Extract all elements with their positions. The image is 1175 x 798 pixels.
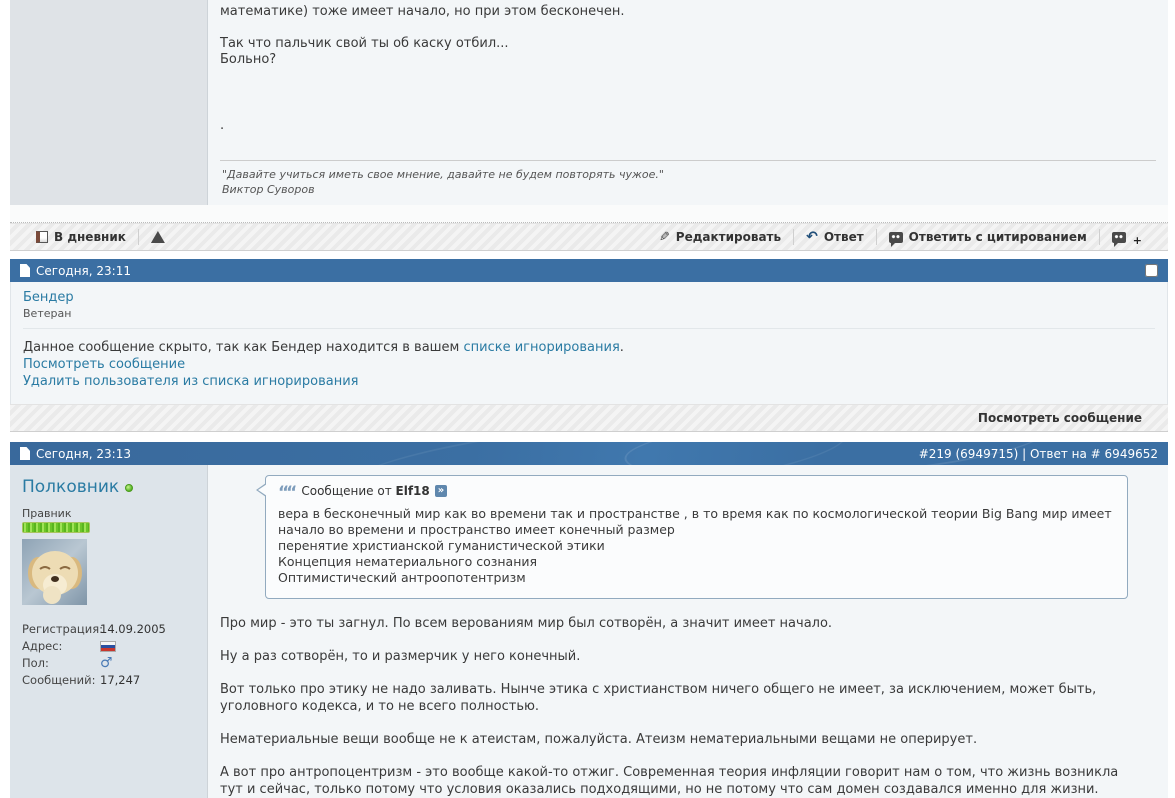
- post-body-line: Больно?: [220, 52, 277, 67]
- avatar[interactable]: [22, 539, 87, 605]
- username-link[interactable]: Бендер: [23, 290, 74, 305]
- view-quoted-post-button[interactable]: »: [435, 485, 447, 497]
- multiquote-button[interactable]: [1100, 231, 1154, 247]
- post-2-date: Сегодня, 23:11: [36, 263, 131, 278]
- quote-line: Концепция нематериального сознания: [278, 554, 538, 569]
- post-3-header: [10, 442, 1168, 465]
- message-paragraph: Ну а раз сотворён, то и размерчик у него конечный.: [220, 649, 581, 664]
- post-1-message: [208, 0, 1168, 205]
- registration-label: Регистрация:: [22, 622, 103, 636]
- address-label: Адрес:: [22, 639, 63, 653]
- multiquote-bubble-icon: [1112, 232, 1126, 243]
- registration-value: 14.09.2005: [100, 622, 166, 636]
- plus-icon: +: [1132, 233, 1142, 247]
- reply-arrow-icon: ↶: [806, 229, 818, 245]
- report-post-button[interactable]: [139, 231, 177, 243]
- hidden-message-notice: [23, 339, 1155, 356]
- quote-header-prefix: Сообщение от: [301, 484, 392, 498]
- quote-line: Оптимистический антроопотентризм: [278, 570, 526, 585]
- post-body-line: [220, 84, 1156, 100]
- quote-line: вера в бесконечный мир как во времени так и пространстве , в то время как по космологической теории Big Bang мир имеет начало во времени и пространство имеет конечный размер: [278, 506, 1112, 537]
- view-message-link[interactable]: Посмотреть сообщение: [23, 357, 186, 372]
- post-document-icon: [20, 447, 30, 460]
- post-1-bottom-strip: [10, 205, 1168, 223]
- quote-line: перенятие христианской гуманистической этики: [278, 538, 605, 553]
- message-paragraph: Нематериальные вещи вообще не к атеистам, пожалуйста. Атеизм нематериальными вещами не оперирует.: [220, 732, 978, 747]
- user-title: Ветеран: [23, 307, 72, 320]
- remove-from-ignore-link[interactable]: Удалить пользователя из списка игнорирования: [23, 374, 359, 389]
- ignore-list-link[interactable]: списке игнорирования: [463, 340, 620, 355]
- post-1-user-column: [10, 0, 208, 205]
- reputation-bar: [22, 522, 90, 533]
- quote-marks-icon: ““: [278, 483, 295, 503]
- post-2: [10, 259, 1168, 432]
- posts-count-value: 17,247: [100, 673, 141, 687]
- blog-button-label: В дневник: [54, 230, 126, 244]
- hidden-notice-period: .: [619, 340, 624, 355]
- edit-post-button[interactable]: [647, 230, 793, 245]
- post-1-signature: [220, 160, 1156, 205]
- post-body-line: [220, 20, 1156, 36]
- post-2-header: [10, 259, 1168, 282]
- post-document-icon: [20, 264, 30, 277]
- post-1: [10, 0, 1168, 251]
- signature-author: Виктор Суворов: [222, 183, 315, 196]
- quote-reply-label: Ответить с цитированием: [908, 230, 1087, 244]
- message-paragraph: А вот про антропоцентризм - это вообще какой-то отжиг. Современная теория инфляции говорит нам о том, что жизнь возникла тут и сейчас, только потому что условия оказались подходящими, но не потому что сам домен создавался именно для жизни.: [220, 765, 1119, 797]
- signature-quote: "Давайте учиться иметь свое мнение, давайте не будем повторять чужое.": [222, 168, 664, 181]
- message-paragraph: Про мир - это ты загнул. По всем верованиям мир был сотворён, а значит имеет начало.: [220, 616, 833, 631]
- reply-button-label: Ответ: [823, 230, 864, 244]
- quoted-author: Elf18: [395, 484, 430, 498]
- post-body-line: математике) тоже имеет начало, но при этом бесконечен.: [220, 4, 625, 19]
- quote-reply-button[interactable]: [877, 230, 1099, 244]
- online-status-icon: [125, 484, 133, 492]
- post-body-line: .: [220, 118, 225, 133]
- quote-bubble-icon: [889, 232, 903, 243]
- post-body-line: [220, 68, 1156, 84]
- reply-button[interactable]: [794, 230, 876, 244]
- view-message-button[interactable]: [966, 411, 1154, 425]
- posts-count-label: Сообщений:: [22, 673, 96, 687]
- edit-button-label: Редактировать: [675, 230, 782, 244]
- user-rank: Правник: [22, 507, 72, 520]
- message-paragraph: Вот только про этику не надо заливать. Нынче этика с христианством ничего общего не имеет, за исключением, может быть, уголовного кодекса, и то не всего полностью.: [220, 682, 1097, 714]
- view-message-button-label: Посмотреть сообщение: [977, 411, 1142, 425]
- quote-box: [265, 475, 1128, 599]
- post-2-user-block: [23, 290, 1155, 329]
- warning-icon: [151, 231, 165, 243]
- post-body-line: Так что пальчик свой ты об каску отбил...: [220, 36, 509, 51]
- hidden-notice-text: Данное сообщение скрыто, так как Бендер находится в вашем: [23, 340, 464, 355]
- russia-flag-icon: [100, 641, 116, 652]
- gender-label: Пол:: [22, 656, 49, 670]
- post-1-body: [220, 4, 1156, 154]
- post-2-footer: [10, 404, 1168, 432]
- blog-this-post-button[interactable]: [24, 230, 138, 244]
- post-3-user-column: [10, 465, 208, 798]
- username-link[interactable]: Полковник: [22, 477, 120, 497]
- diary-icon: [36, 231, 48, 243]
- pencil-icon: ✎: [658, 229, 670, 245]
- user-details: [22, 621, 197, 689]
- post-1-footer: [10, 223, 1168, 251]
- post-number-reference[interactable]: #219 (6949715) | Ответ на # 6949652: [918, 446, 1158, 461]
- post-3: [10, 442, 1168, 798]
- post-select-checkbox[interactable]: [1145, 264, 1158, 277]
- male-symbol-icon: ♂: [100, 655, 113, 671]
- post-3-date: Сегодня, 23:13: [36, 446, 131, 461]
- post-3-message: [208, 465, 1168, 798]
- post-2-body: [10, 282, 1168, 404]
